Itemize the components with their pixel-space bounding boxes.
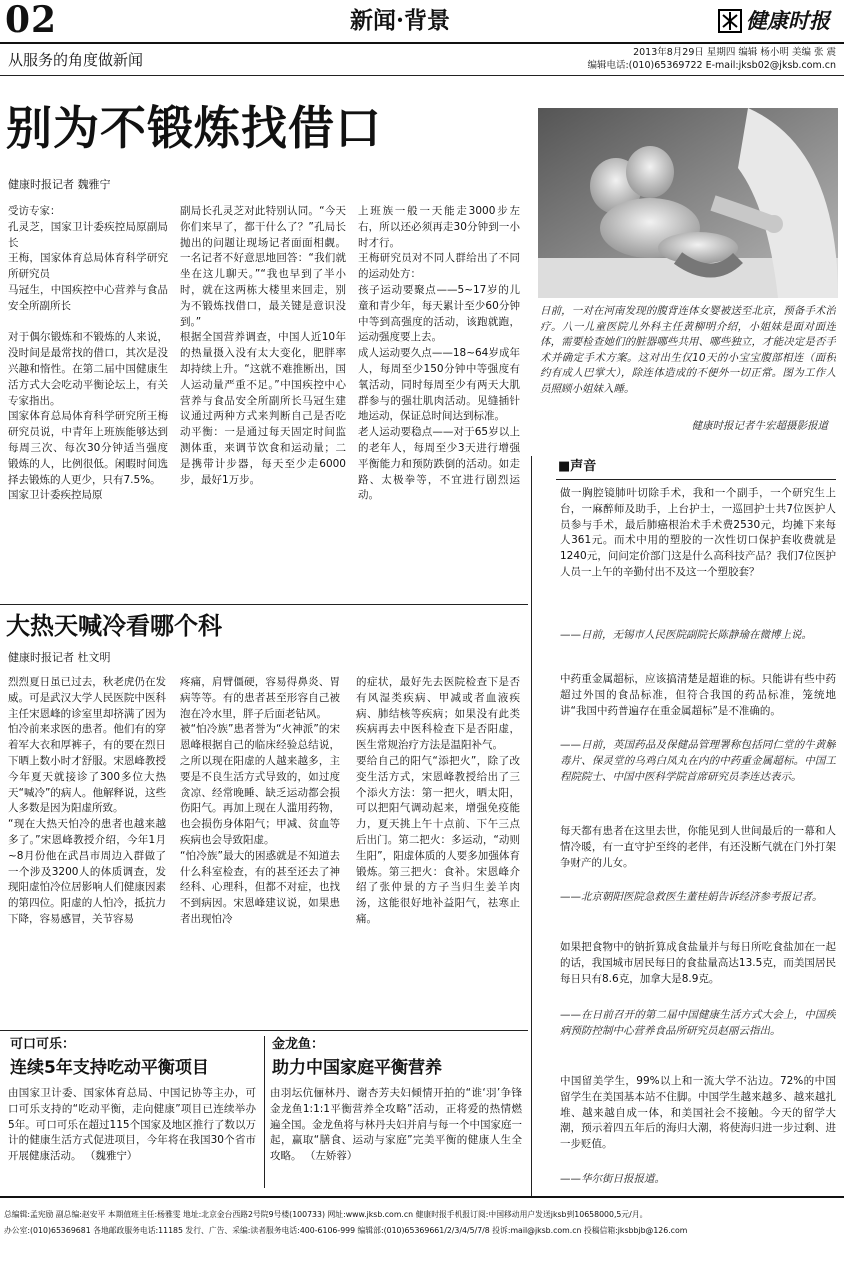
voice-quote-3: 每天都有患者在这里去世，你能见到人世间最后的一幕和人情冷暖，有一直守护至终的老伴，有还没断气就在门外打架争财产的儿女。 xyxy=(560,825,836,869)
briefs-divider xyxy=(264,1036,265,1188)
voice-quote-5: 中国留美学生，99%以上和一流大学不沾边。72%的中国留学生在美国基本站不住脚。中国学生越来越多、越来越扎堆、越来越自成一体，和美国社会不接触。今天的留学大潮，预示着四五年后的海归大潮，将使海归进一步过剩、进一步贬值。 xyxy=(560,1075,836,1151)
section-title: 新闻·背景 xyxy=(350,7,451,34)
article2-column-2: 疼痛，肩臂僵硬，容易得鼻炎、胃病等等。有的患者甚至形容自己被泡在冷水里，胖子后面老钻风。 被“怕冷族”患者誉为“火神派”的宋恩峰根据自己的临床经验总结说，之所以现在阳虚的人越来越多，主要是不良生活方式导致的，如过度贪凉、经常晚睡、缺乏运动都会损伤阳气。再加上现在人滥用药物，也会损伤身体阳气；甲减、贫血等疾病也会导致阳虚。 “怕冷族”最大的困惑就是不知道去什么科室检查，有的甚至还去了神经科、心理科，但都不对症，也找不到病因。宋恩峰建议说，如果患者出现怕冷 xyxy=(180,676,340,925)
voice-source-2: ——日前，英国药品及保健品管理署称包括同仁堂的牛黄解毒片、保灵堂的乌鸡白凤丸在内的中药重金属超标。中国工程院院士、中国中医科学院首席研究员李连达表示。 xyxy=(560,739,836,783)
article-column-2: 副局长孔灵芝对此特别认同。“今天你们来早了，都干什么了？”孔局长抛出的问题让现场记者面面相觑。一名记者不好意思地回答：“我们就坐在这儿聊天。”“我也早到了半小时，就在这两栋大楼里来回走，别为不锻炼找借口，最关键是意识没到。” 根据全国营养调查，中国人近10年的热量摄入没有太大变化，肥胖率却持续上升。“这就不难推断出，国人运动量严重不足。”中国疾控中心营养与食品安全所副所长马冠生建议通过两种方式来判断自己是否吃动平衡：一是通过每天固定时间监测体重，来调节饮食和运动量；二是携带计步器，每天至少走6000步，最好1万步。 xyxy=(180,205,346,486)
article-byline: 健康时报记者 魏雅宁 xyxy=(8,178,111,191)
brief2-kicker: 金龙鱼： xyxy=(272,1037,325,1052)
editorial-contact: 编辑电话:(010)65369722 E-mail:jksb02@jksb.com.cn xyxy=(587,60,836,71)
brief1-body: 由国家卫计委、国家体育总局、中国记协等主办，可口可乐支持的“吃动平衡，走向健康”项目已连续举办5年。可口可乐在超过115个国家及地区推行了数以万计的健康生活方式促进项目，今年将在我国30个省市开展健康活动。 （魏雅宁） xyxy=(8,1087,256,1163)
brief2-body: 由羽坛伉俪林丹、谢杏芳夫妇倾情开拍的“谁‘羽’争锋金龙鱼1:1:1平衡营养全攻略”活动，正将爱的热情燃遍全国。金龙鱼将与林丹夫妇并肩与每一个中国家庭一起，赢取“膳食、运动与家庭”完美平衡的健康人生全攻略。 （左娇蓉） xyxy=(270,1087,522,1163)
brief1-kicker: 可口可乐： xyxy=(10,1037,76,1052)
header-rule-top xyxy=(0,42,844,44)
voice-quote-1: 做一胸腔镜肺叶切除手术，我和一个副手，一个研究生上台，一麻醉师及助手，上台护士，一巡回护士共7位医护人员参与手术，最后肺癌根治术手术费2530元，均摊下来每人361元。而术中用的塑胶的一次性切口保护套收费就是1240元，问问定价部门这是什么高科技产品？我们7位医护人员一上午的辛勤付出不及这一个塑胶套？ xyxy=(560,487,836,578)
article-column-3: 上班族一般一天能走3000步左右，所以还必须再走30分钟到一小时才行。 王梅研究员对不同人群给出了不同的运动处方： 孩子运动要聚点——5~17岁的儿童和青少年，每天累计至少60分钟中等到高强度的活动，该跑就跑，运动强度要上去。 成人运动要久点——18~64岁成年人，每周至少150分钟中等强度有氧活动，同时每周至少有两天大肌群参与的强壮肌肉活动。见缝插针地运动，保证总时间达到标准。 老人运动要稳点——对于65岁以上的老年人，每周至少3天进行增强平衡能力和预防跌倒的活动。如走路、太极拳等，不宜进行剧烈运动。 xyxy=(358,205,520,502)
brief2-title: 助力中国家庭平衡营养 xyxy=(272,1058,442,1078)
article2-column-1: 烈烈夏日虽已过去，秋老虎仍在发威。可是武汉大学人民医院中医科主任宋恩峰的诊室里却挤满了因为怕冷前来求医的患者。他们有的穿着军大衣和厚裤子，有的要在烈日下晒上数小时才舒服。宋恩峰教授今年夏天就接诊了300多位大热天“喊冷”的病人。他解释说，这些人多数是因为阳虚所致。 “现在大热天怕冷的患者也越来越多了。”宋恩峰教授介绍，今年1月~8月份他在武昌市周边入群做了一个涉及3200人的体质调查，发现阳虚怕冷位居影响人们健康因素的第四位。阳虚的人怕冷，抵抗力下降，容易感冒，关节容易 xyxy=(8,676,166,925)
edition-meta: 2013年8月29日 星期四 编辑 杨小明 美编 张 震 xyxy=(633,47,836,58)
voices-heading-rule xyxy=(556,479,836,480)
brief1-title: 连续5年支持吃动平衡项目 xyxy=(10,1058,209,1078)
logo-emblem-icon xyxy=(718,9,742,33)
footer-rule xyxy=(0,1196,844,1198)
voices-column-divider xyxy=(531,456,532,1196)
footer-line-2: 办公室:(010)65369681 各地邮政服务电话:11185 发行、广告、采编:读者服务电话:400-6106-999 编辑部:(010)65369661/2/3/4/5/7/8 投诉:mail@jksb.com.cn 投稿信箱:jksbbjb@126.com xyxy=(4,1226,688,1235)
voice-quote-2: 中药重金属超标，应该搞清楚是超谁的标。只能讲有些中药超过外国的食品标准，但符合我国的药品标准，笼统地讲“我国中药普遍存在重金属超标”是不准确的。 xyxy=(560,673,836,717)
article-column-1: 受访专家： 孔灵芝，国家卫计委疾控局原副局长 王梅，国家体育总局体育科学研究所研究员 马冠生，中国疾控中心营养与食品安全所副所长 对于偶尔锻炼和不锻炼的人来说，没时间是最常找的借口，其次是没兴趣和惰性。在第二届中国健康生活方式大会吃动平衡论坛上，有关专家指出。 国家体育总局体育科学研究所王梅研究员说，中青年上班族能够达到每周三次、每次30分钟适当强度锻炼的人，比例很低。闲暇时间选择去锻炼的人更少，只有7.5%。 国家卫计委疾控局原 xyxy=(8,205,168,502)
page-number: 02 xyxy=(5,0,58,41)
voice-source-4: ——在日前召开的第二届中国健康生活方式大会上，中国疾病预防控制中心营养食品所研究员赵丽云指出。 xyxy=(560,1009,836,1037)
header-rule-bottom xyxy=(0,75,844,76)
article-title: 别为不锻炼找借口 xyxy=(6,101,382,155)
article2-byline: 健康时报记者 杜文明 xyxy=(8,651,111,664)
briefs-top-rule xyxy=(0,1030,528,1031)
photo-credit: 健康时报记者牛宏超摄影报道 xyxy=(691,420,828,432)
voice-source-5: ——华尔街日报报道。 xyxy=(560,1173,665,1185)
voice-source-1: ——日前，无锡市人民医院副院长陈静瑜在微博上说。 xyxy=(560,629,812,641)
slogan: 从服务的角度做新闻 xyxy=(8,51,144,69)
article2-top-rule xyxy=(0,604,528,605)
footer-line-1: 总编辑:孟宪励 副总编:赵安平 本期值班主任:杨雅雯 地址:北京金台西路2号院9号楼(100733) 网址:www.jksb.com.cn 健康时报手机报订阅:中国移动用户发送jksb到10658000,5元/月。 xyxy=(4,1210,648,1219)
photo-caption: 日前，一对在河南发现的腹背连体女婴被送至北京，预备手术治疗。八一儿童医院儿外科主任黄柳明介绍，小姐妹是面对面连体，需要检查她们的脏器哪些共用、哪些独立，才能决定是否手术并确定手术方案。这对出生仅10天的小宝宝腹部相连（面积约有成人巴掌大），除连体造成的不便外一切正常。图为工作人员照顾小姐妹入睡。 xyxy=(540,305,836,395)
voice-source-3: ——北京朝阳医院急救医生董桂娟告诉经济参考报记者。 xyxy=(560,891,823,903)
article2-title: 大热天喊冷看哪个科 xyxy=(6,611,222,640)
news-photo xyxy=(538,108,838,298)
logo-text: 健康时报 xyxy=(746,8,830,33)
voice-quote-4: 如果把食物中的钠折算成食盐量并与每日所吃食盐加在一起的话，我国城市居民每日的食盐量高达13.5克，而美国居民每日只有8.6克，加拿大是8.9克。 xyxy=(560,941,836,985)
article2-column-3: 的症状，最好先去医院检查下是否有风湿类疾病、甲减或者血液疾病、肺结核等疾病；如果没有此类疾病再去中医科检查下是否阳虚，医生常规治疗方法是温阳补气。 要给自己的阳气“添把火”，除了改变生活方式，宋恩峰教授给出了三个添火方法：第一把火，晒太阳，可以把阳气调动起来，增强免疫能力，夏天挑上午十点前、下午三点后出门。第二把火：多运动，“动则生阳”，阳虚体质的人要多加强体育锻炼。第三把火：食补。宋恩峰介绍了张仲景的方子当归生姜羊肉汤，这能很好地补益阳气，祛寒止痛。 xyxy=(356,676,520,925)
newspaper-logo xyxy=(718,6,840,36)
voices-heading: ■声音 xyxy=(558,459,597,474)
